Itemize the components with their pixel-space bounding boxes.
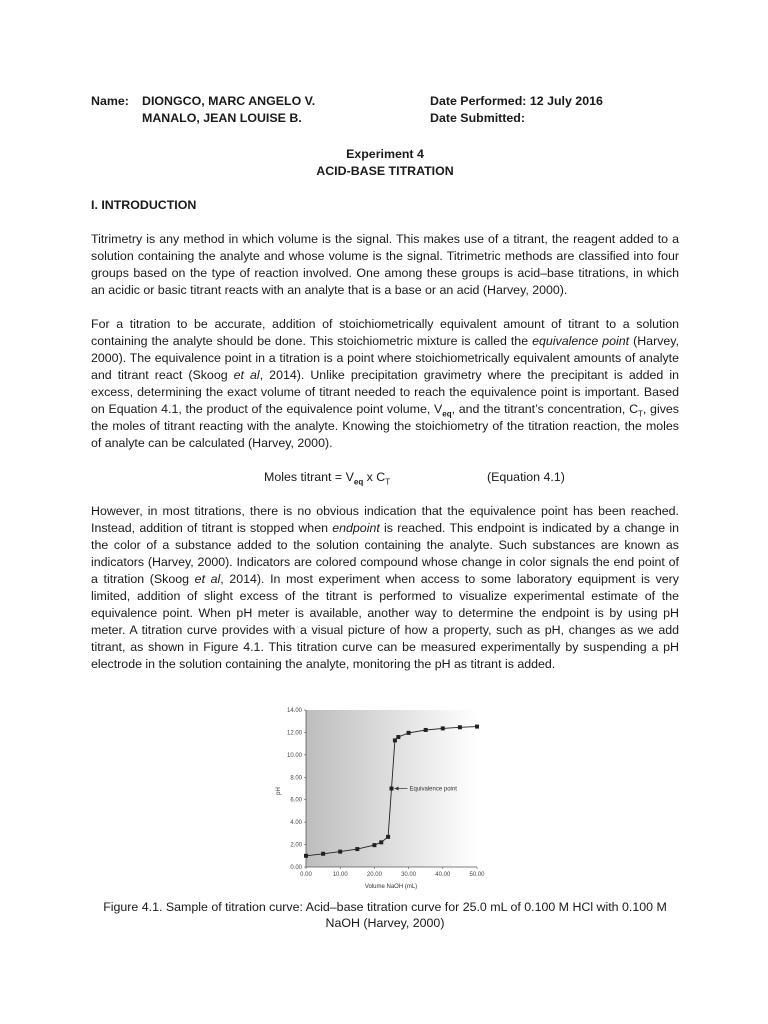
equivalence-point-annotation: Equivalence point <box>409 786 457 793</box>
equation-4-1 <box>91 469 679 486</box>
data-point <box>390 787 394 791</box>
name-label: Name: <box>91 94 129 108</box>
y-tick-label: 4.00 <box>290 820 302 827</box>
caption-line-2: NaOH (Harvey, 2000) <box>325 916 445 930</box>
data-point <box>338 850 342 854</box>
experiment-title: ACID-BASE TITRATION <box>316 164 454 178</box>
y-tick-label: 8.00 <box>290 775 302 782</box>
title-block <box>91 146 679 180</box>
figure-caption <box>91 899 679 931</box>
x-tick-label: 50.00 <box>469 872 485 878</box>
x-tick-label: 10.00 <box>332 872 348 878</box>
data-point <box>475 725 479 729</box>
equation-expression: Moles titrant = $V_{eq}$ x $C_T$ <box>264 470 391 487</box>
data-point <box>321 852 325 856</box>
titration-figure <box>270 703 490 893</box>
date-submitted: Date Submitted: <box>430 111 525 125</box>
data-point <box>441 726 445 730</box>
date-performed: Date Performed: 12 July 2016 <box>430 94 603 108</box>
experiment-number: Experiment 4 <box>346 147 424 161</box>
x-axis-label: Volume NaOH (mL) <box>364 884 418 890</box>
document-page <box>91 93 679 673</box>
paragraph-1: Titrimetry is any method in which volume is the signal. This makes use of a titrant, the reagent added to a solution containing the analyte and whose volume is the signal. Titrimetric methods are classified into four groups based on the type of reaction involved. One among these groups is acid–base titrations, in which an acidic or basic titrant reacts with an analyte that is a base or an acid (Harvey, 2000). <box>91 232 679 297</box>
y-tick-label: 10.00 <box>286 752 302 759</box>
x-tick-label: 0.00 <box>300 872 312 878</box>
caption-line-1: Figure 4.1. Sample of titration curve: Acid–base titration curve for 25.0 mL of 0.100 M HCl with 0.100 M <box>103 900 667 914</box>
data-point <box>396 735 400 739</box>
section-heading: I. INTRODUCTION <box>91 198 197 212</box>
author-name-1: DIONGCO, MARC ANGELO V. <box>142 94 316 108</box>
paragraph-3: However, in most titrations, there is no obvious indication that the equivalence point has been reached. Instead, addition of titrant is stopped when endpoint is reached. This endpoint is indicated by a change in the color of a substance added to the solution containing the analyte. Such substances are known as indicators (Harvey, 2000). Indicators are colored compound whose change in color signals the end point of a titration (Skoog et al, 2014). In most experiment when access to some laboratory equipment is very limited, addition of slight excess of the titrant is performed to visualize experimental estimate of the equivalence point. When pH meter is available, another way to determine the endpoint is by using pH meter. A titration curve provides with a visual picture of how a property, such as pH, changes as we add titrant, as shown in Figure 4.1. This titration curve can be measured experimentally by suspending a pH electrode in the solution containing the analyte, monitoring the pH as titrant is added. <box>91 504 679 671</box>
paragraph-2: For a titration to be accurate, addition of stoichiometrically equivalent amount of titrant to a solution containing the analyte should be done. This stoichiometric mixture is called the equivalence point (Harvey, 2000). The equivalence point in a titration is a point where stoichiometrically equivalent amounts of analyte and titrant react (Skoog et al, 2014). Unlike precipitation gravimetry where the precipitant is added in excess, determining the exact volume of titrant needed to reach the equivalence point is important. Based on Equation 4.1, the product of the equivalence point volume, $V_{eq}$, and the titrant’s concentration, $C_T$, gives the moles of titrant reacting with the analyte. Knowing the stoichiometry of the titration reaction, the moles of analyte can be calculated (Harvey, 2000). <box>91 317 680 450</box>
y-tick-label: 0.00 <box>290 865 302 871</box>
author-name-2: MANALO, JEAN LOUISE B. <box>142 111 302 125</box>
x-tick-label: 40.00 <box>435 872 451 878</box>
header-block <box>91 93 679 127</box>
equation-label: (Equation 4.1) <box>487 470 565 484</box>
data-point <box>379 840 383 844</box>
x-tick-label: 20.00 <box>366 872 382 878</box>
data-point <box>458 725 462 729</box>
titration-chart <box>270 703 490 893</box>
y-tick-label: 14.00 <box>286 708 302 714</box>
y-axis-label: pH <box>276 787 282 795</box>
data-point <box>304 854 308 858</box>
data-point <box>393 738 397 742</box>
data-point <box>424 728 428 732</box>
y-tick-label: 2.00 <box>290 842 302 849</box>
data-point <box>407 731 411 735</box>
y-tick-label: 6.00 <box>290 797 302 804</box>
data-point <box>355 847 359 851</box>
data-point <box>372 843 376 847</box>
y-tick-label: 12.00 <box>286 730 302 737</box>
data-point <box>386 835 390 839</box>
x-tick-label: 30.00 <box>401 872 417 878</box>
